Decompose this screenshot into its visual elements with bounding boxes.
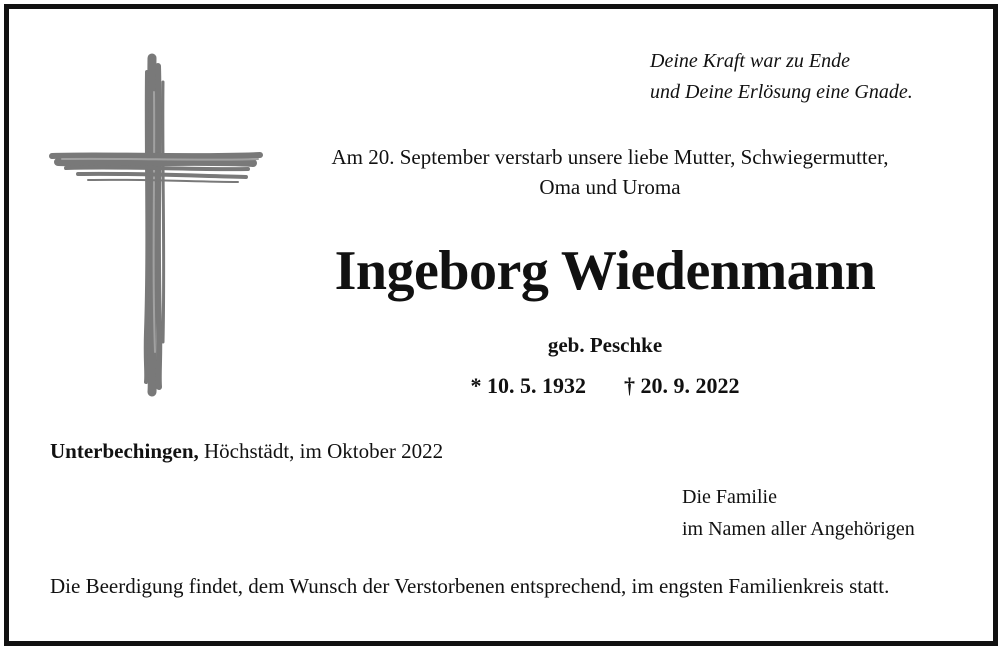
motto-line-2: und Deine Erlösung eine Gnade.: [650, 81, 913, 103]
birth-date: * 10. 5. 1932: [470, 373, 586, 398]
place-and-date: [50, 436, 443, 466]
place-date-text: Höchstädt, im Oktober 2022: [198, 439, 444, 463]
life-dates: [250, 371, 960, 401]
birth-name: geb. Peschke: [547, 333, 663, 357]
family-line-1: Die Familie: [682, 486, 777, 508]
cross-icon: [48, 52, 263, 397]
town-name: Unterbechingen,: [50, 439, 199, 463]
family-signature: [682, 481, 915, 545]
motto: [650, 46, 913, 108]
death-date: † 20. 9. 2022: [624, 373, 740, 398]
announcement-line-1: Am 20. September verstarb unsere liebe Mutter, Schwiegermutter,: [331, 145, 889, 169]
deceased-name: Ingeborg Wiedenmann: [334, 240, 876, 302]
announcement-line-2: Oma und Uroma: [539, 175, 681, 199]
motto-line-1: Deine Kraft war zu Ende: [650, 50, 850, 72]
death-announcement: [270, 142, 950, 202]
family-line-2: im Namen aller Angehörigen: [682, 518, 915, 540]
funeral-notice: Die Beerdigung findet, dem Wunsch der Verstorbenen entsprechend, im engsten Familienkreis statt.: [50, 574, 890, 598]
